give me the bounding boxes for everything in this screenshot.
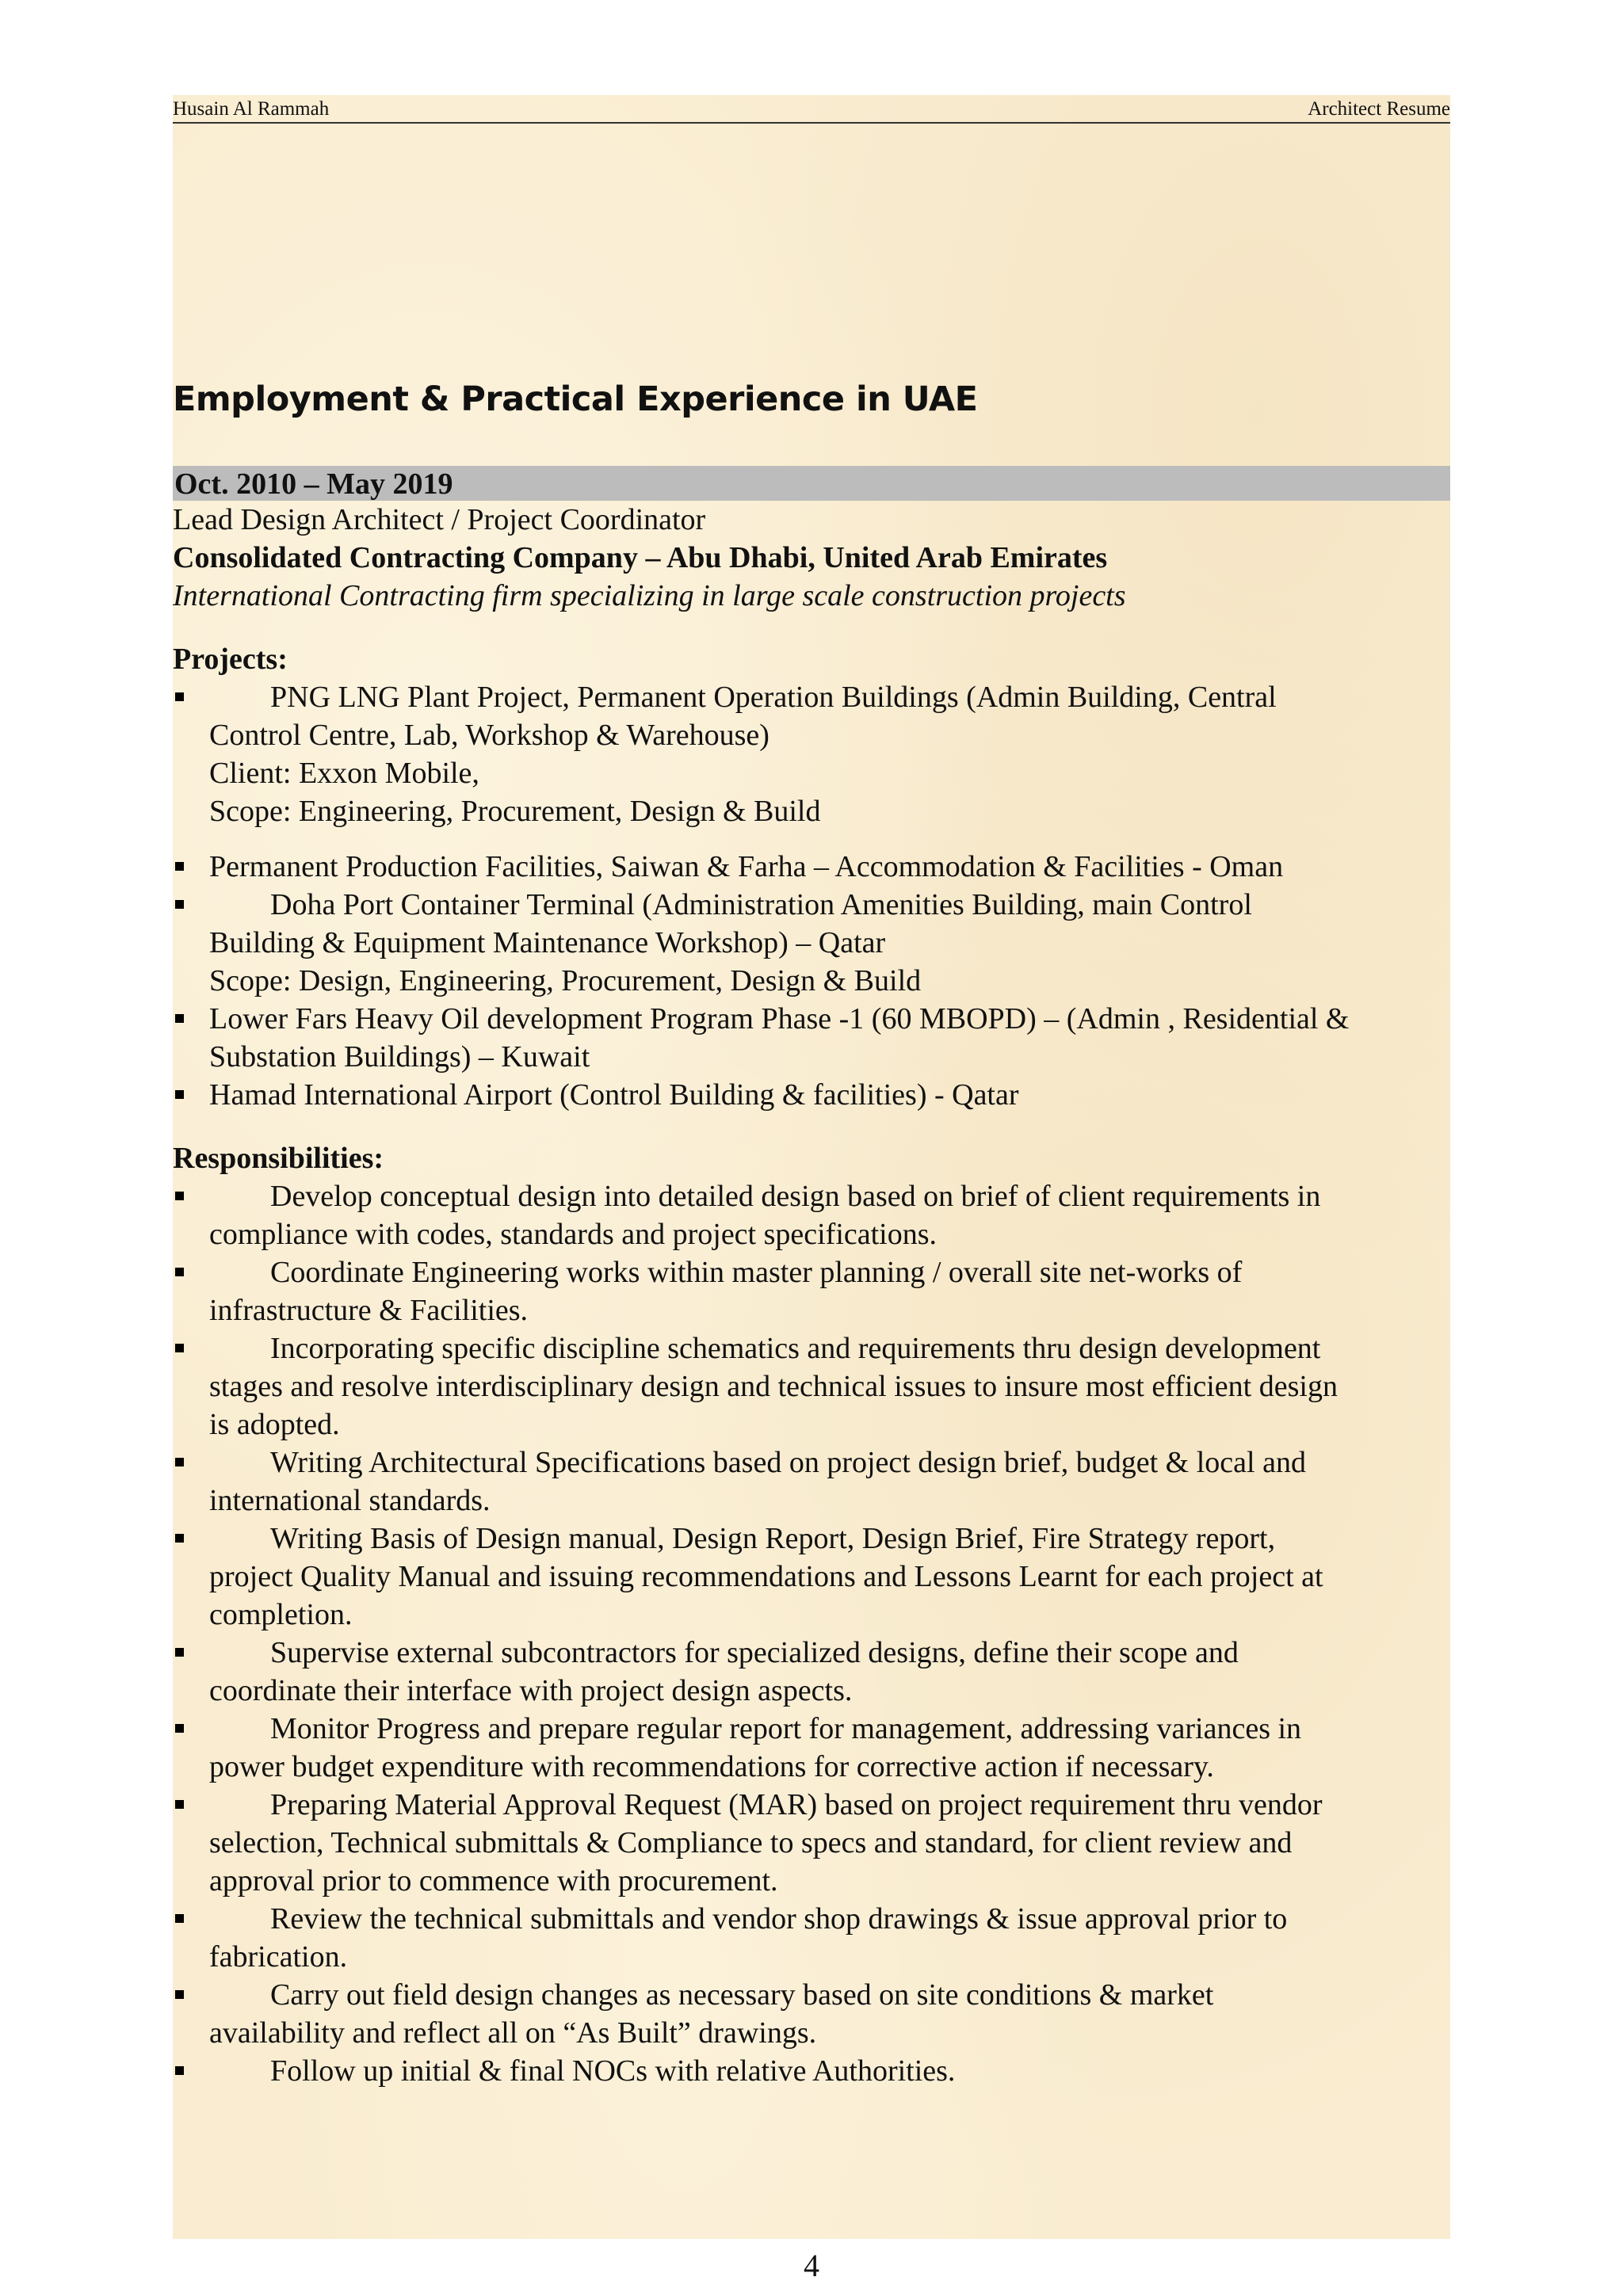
page-number: 4 xyxy=(804,2248,819,2283)
list-item xyxy=(173,886,1450,1000)
list-item-text: selection, Technical submittals & Compliance to specs and standard, for client review and xyxy=(209,1826,1293,1859)
list-item-text: Scope: Engineering, Procurement, Design & Build xyxy=(209,795,821,828)
header-author-name: Husain Al Rammah xyxy=(173,98,330,120)
list-item-text: Coordinate Engineering works within master planning / overall site net-works of xyxy=(270,1256,1243,1289)
list-item xyxy=(173,1000,1450,1076)
list-item-text: Lower Fars Heavy Oil development Program Phase -1 (60 MBOPD) – (Admin , Residential & xyxy=(209,1002,1350,1035)
list-item-text: approval prior to commence with procurement. xyxy=(209,1864,778,1897)
list-item-text: is adopted. xyxy=(209,1408,340,1441)
list-item-text: completion. xyxy=(209,1598,353,1631)
list-item xyxy=(173,848,1450,886)
list-item-text: PNG LNG Plant Project, Permanent Operation Buildings (Admin Building, Central xyxy=(270,681,1277,714)
list-item-text: international standards. xyxy=(209,1484,491,1517)
list-item-text: Incorporating specific discipline schematics and requirements thru design development xyxy=(270,1332,1321,1365)
list-item xyxy=(173,1329,1450,1444)
job-company: Consolidated Contracting Company – Abu Dhabi, United Arab Emirates xyxy=(173,541,1108,574)
bullet-square-icon xyxy=(175,1800,184,1809)
job-description: International Contracting firm specializing in large scale construction projects xyxy=(173,579,1126,612)
bullet-square-icon xyxy=(175,2066,184,2075)
list-item-text: Supervise external subcontractors for specialized designs, define their scope and xyxy=(270,1636,1239,1669)
list-item-text: Control Centre, Lab, Workshop & Warehouse) xyxy=(209,719,769,752)
responsibilities-heading: Responsibilities: xyxy=(173,1142,384,1175)
list-item-text: Hamad International Airport (Control Building & facilities) - Qatar xyxy=(209,1078,1019,1112)
list-item xyxy=(173,2052,1450,2090)
list-item-text: Scope: Design, Engineering, Procurement, Design & Build xyxy=(209,964,922,997)
list-item-text: Follow up initial & final NOCs with relative Authorities. xyxy=(270,2054,956,2088)
bullet-square-icon xyxy=(175,1990,184,1999)
list-item-text: Writing Architectural Specifications based on project design brief, budget & local and xyxy=(270,1446,1306,1479)
bullet-square-icon xyxy=(175,1014,184,1023)
spacer xyxy=(173,1114,1450,1139)
bullet-square-icon xyxy=(175,1344,184,1352)
projects-list xyxy=(173,678,1450,1114)
projects-heading: Projects: xyxy=(173,643,288,676)
spacer xyxy=(173,615,1450,640)
list-item xyxy=(173,1520,1450,1634)
bullet-square-icon xyxy=(175,1648,184,1657)
list-item-text: project Quality Manual and issuing recommendations and Lessons Learnt for each project at xyxy=(209,1560,1323,1593)
resume-page xyxy=(173,95,1450,2283)
list-item-text: Preparing Material Approval Request (MAR) based on project requirement thru vendor xyxy=(270,1788,1323,1821)
bullet-square-icon xyxy=(175,900,184,909)
list-item xyxy=(173,1900,1450,1976)
list-item xyxy=(173,1976,1450,2052)
list-item-text: Doha Port Container Terminal (Administration Amenities Building, main Control xyxy=(270,888,1252,921)
list-item xyxy=(173,1634,1450,1710)
list-item-text: power budget expenditure with recommendations for corrective action if necessary. xyxy=(209,1750,1214,1783)
page-header xyxy=(173,97,1450,124)
list-item-text: compliance with codes, standards and project specifications. xyxy=(209,1218,938,1251)
list-item-text: stages and resolve interdisciplinary design and technical issues to insure most efficient design xyxy=(209,1370,1338,1403)
list-item-text: coordinate their interface with project design aspects. xyxy=(209,1674,853,1707)
bullet-square-icon xyxy=(175,1268,184,1276)
bullet-square-icon xyxy=(175,1192,184,1200)
list-item-text: Monitor Progress and prepare regular report for management, addressing variances in xyxy=(270,1712,1302,1745)
list-item xyxy=(173,1076,1450,1114)
list-item-text: Review the technical submittals and vendor shop drawings & issue approval prior to xyxy=(270,1902,1288,1936)
list-item-text: Carry out field design changes as necessary based on site conditions & market xyxy=(270,1978,1214,2012)
list-item-text: fabrication. xyxy=(209,1940,348,1974)
bullet-square-icon xyxy=(175,1534,184,1543)
list-item xyxy=(173,678,1450,830)
list-item-text: availability and reflect all on “As Built” drawings. xyxy=(209,2016,817,2050)
bullet-square-icon xyxy=(175,1458,184,1466)
list-item xyxy=(173,1253,1450,1329)
section-title: Employment & Practical Experience in UAE xyxy=(173,379,978,419)
job-dates: Oct. 2010 – May 2019 xyxy=(173,466,1450,501)
list-item-text: Permanent Production Facilities, Saiwan & Farha – Accommodation & Facilities - Oman xyxy=(209,850,1284,883)
list-item-text: Building & Equipment Maintenance Workshop) – Qatar xyxy=(209,926,886,959)
list-item xyxy=(173,1444,1450,1520)
list-item-text: Client: Exxon Mobile, xyxy=(209,757,479,790)
list-item-text: Substation Buildings) – Kuwait xyxy=(209,1040,590,1074)
bullet-square-icon xyxy=(175,1914,184,1923)
list-item-text: Writing Basis of Design manual, Design Report, Design Brief, Fire Strategy report, xyxy=(270,1522,1276,1555)
list-item xyxy=(173,1177,1450,1253)
bullet-square-icon xyxy=(175,1090,184,1099)
list-item-text: Develop conceptual design into detailed design based on brief of client requirements in xyxy=(270,1180,1321,1213)
bullet-square-icon xyxy=(175,692,184,701)
responsibilities-list xyxy=(173,1177,1450,2090)
job-position: Lead Design Architect / Project Coordinator xyxy=(173,503,706,536)
job-entry xyxy=(173,466,1450,2090)
bullet-square-icon xyxy=(175,1724,184,1733)
bullet-square-icon xyxy=(175,862,184,871)
header-document-title: Architect Resume xyxy=(1308,98,1450,120)
list-item xyxy=(173,1710,1450,1786)
list-item xyxy=(173,1786,1450,1900)
list-item-text: infrastructure & Facilities. xyxy=(209,1294,529,1327)
